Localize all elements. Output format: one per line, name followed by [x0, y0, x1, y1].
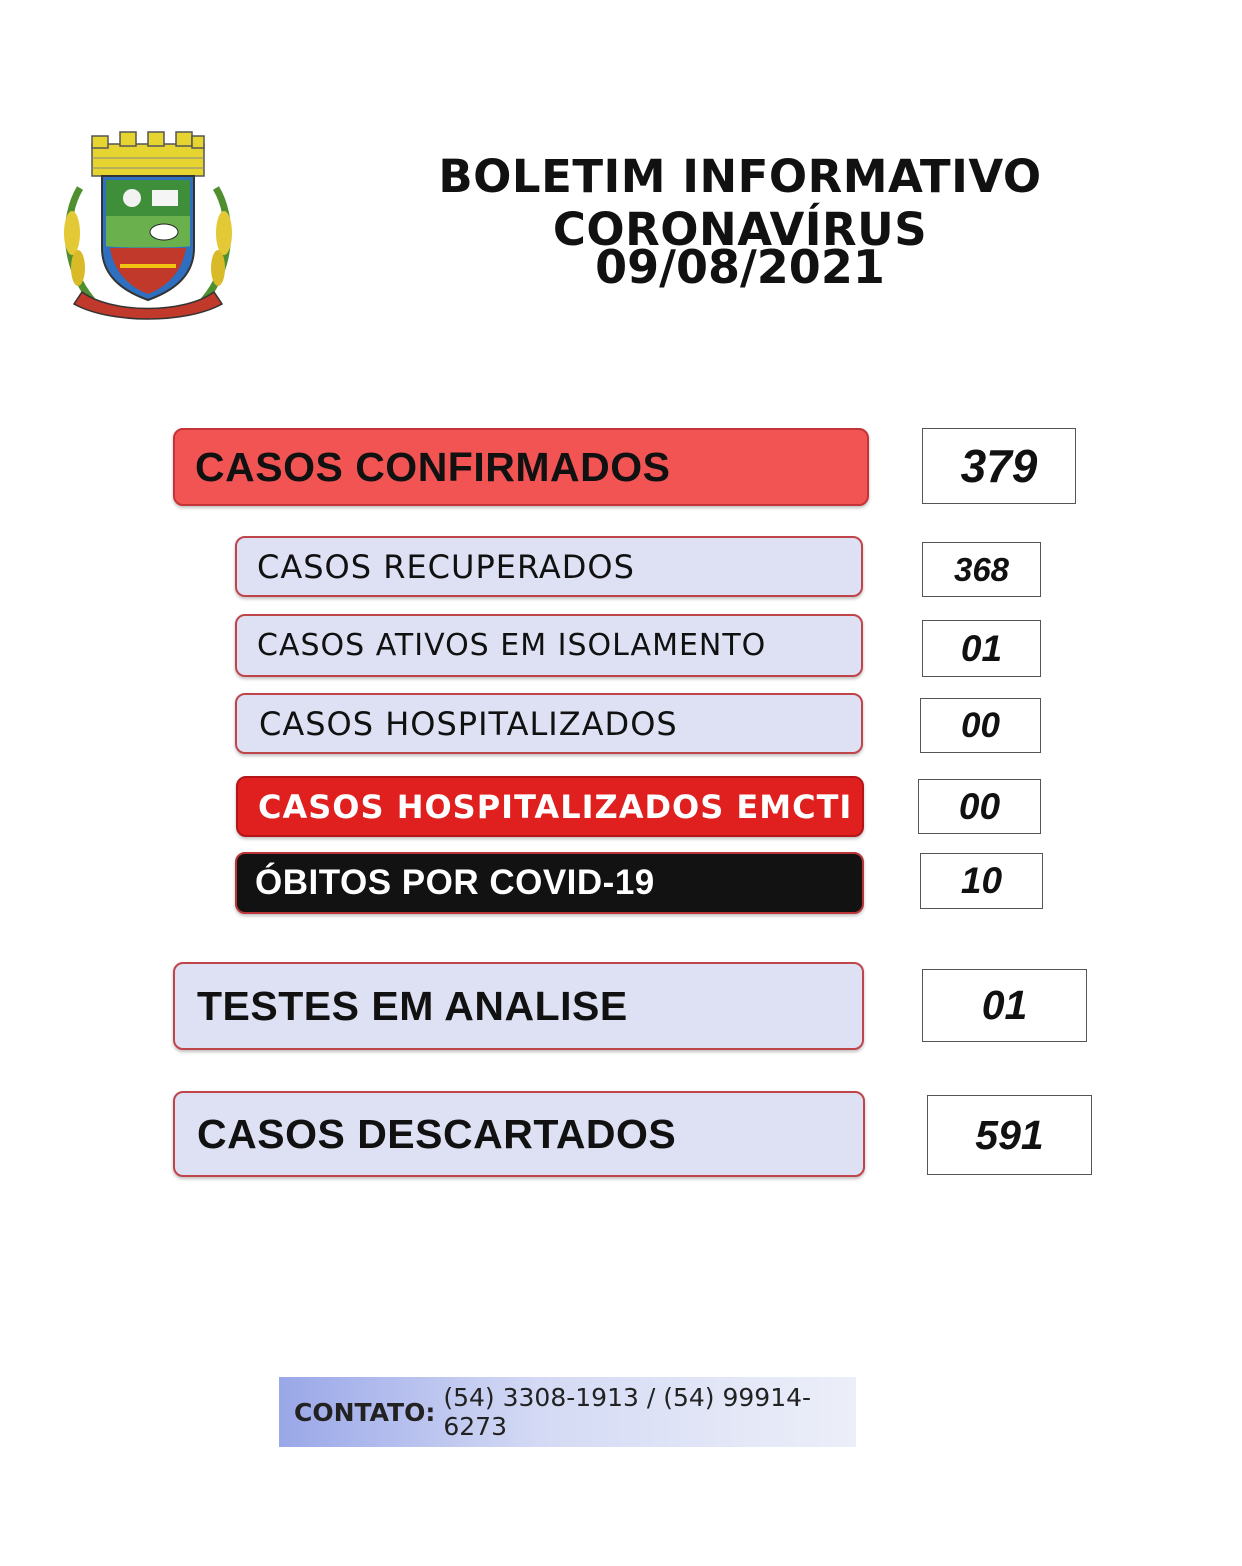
confirmed-cases-label: CASOS CONFIRMADOS	[195, 443, 671, 490]
discarded-cases-value: 591	[927, 1095, 1092, 1175]
recovered-cases-label: CASOS RECUPERADOS	[257, 547, 635, 586]
active-cases-label-box	[235, 614, 863, 677]
discarded-cases-label-box	[173, 1091, 865, 1177]
contact-phones: (54) 3308-1913 / (54) 99914-6273	[443, 1383, 812, 1441]
tests-label: TESTES EM ANALISE	[197, 982, 628, 1029]
recovered-cases-label-box	[235, 536, 863, 597]
recovered-cases-value: 368	[922, 542, 1041, 597]
confirmed-cases-label-box	[173, 428, 869, 506]
deaths-label-box	[235, 852, 864, 914]
contact-label: CONTATO:	[294, 1397, 436, 1427]
active-cases-value: 01	[922, 620, 1041, 677]
icu-cases-label: CASOS HOSPITALIZADOS EMCTI	[258, 787, 853, 826]
hospitalized-cases-label-box	[235, 693, 863, 754]
hospitalized-cases-value: 00	[920, 698, 1041, 753]
bulletin-title: BOLETIM INFORMATIVO CORONAVÍRUS	[438, 150, 1042, 256]
deaths-value: 10	[920, 853, 1043, 909]
municipal-crest-logo	[52, 128, 244, 320]
bulletin-date: 09/08/2021	[595, 240, 885, 294]
tests-label-box	[173, 962, 864, 1050]
tests-value: 01	[922, 969, 1087, 1042]
confirmed-cases-value: 379	[922, 428, 1076, 504]
hospitalized-cases-label: CASOS HOSPITALIZADOS	[259, 704, 678, 743]
contact-bar	[279, 1377, 856, 1447]
deaths-label: ÓBITOS POR COVID-19	[255, 863, 655, 902]
icu-cases-label-box	[236, 776, 864, 837]
icu-cases-value: 00	[918, 779, 1041, 834]
discarded-cases-label: CASOS DESCARTADOS	[197, 1110, 677, 1157]
active-cases-label: CASOS ATIVOS EM ISOLAMENTO	[257, 628, 767, 663]
